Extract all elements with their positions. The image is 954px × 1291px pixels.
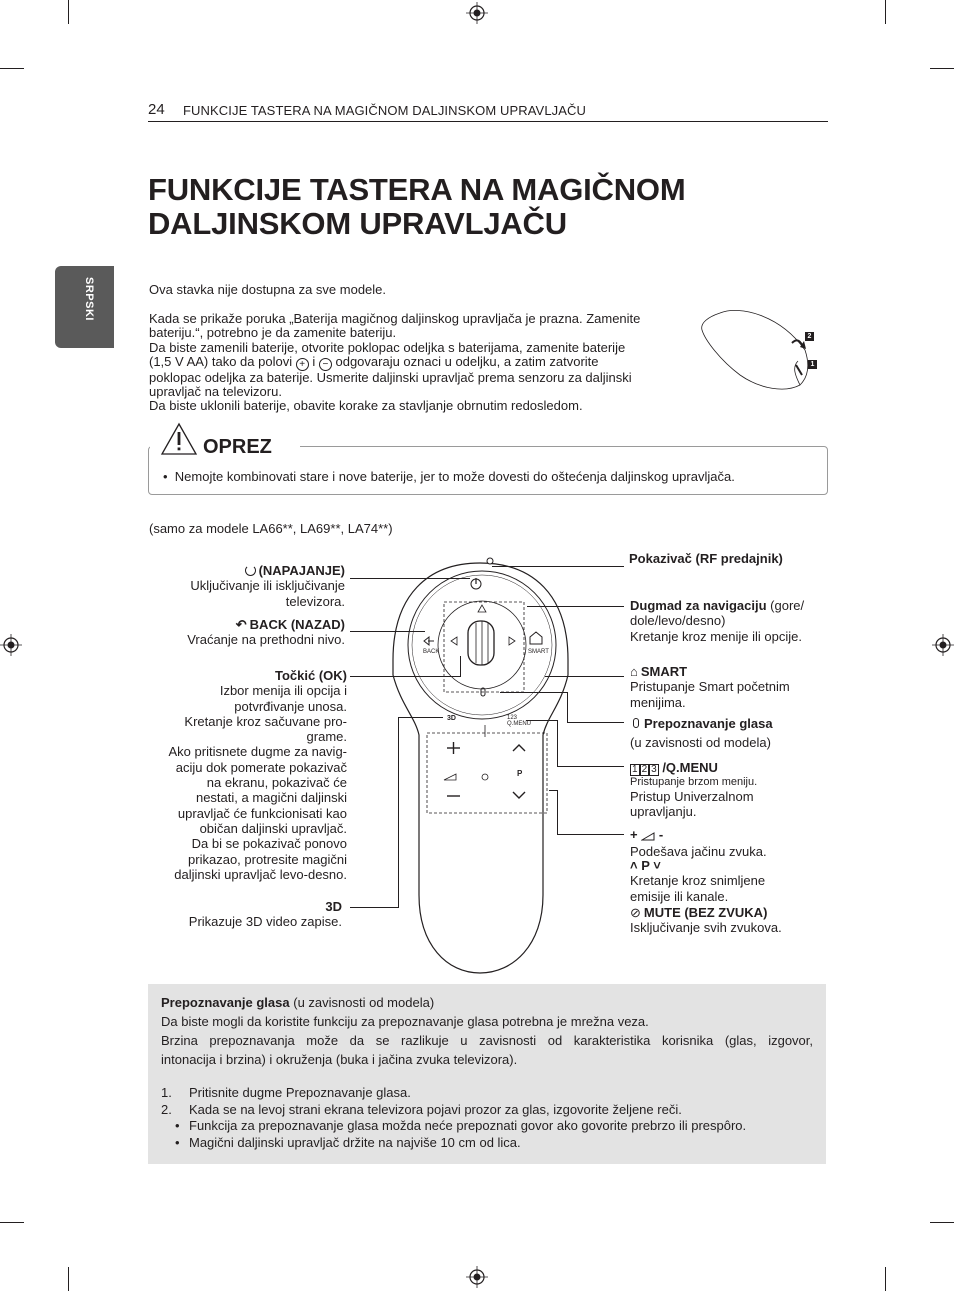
voice-recognition-box	[148, 984, 826, 1164]
leader-line	[350, 907, 398, 908]
leader-line	[398, 717, 399, 908]
remote-p-label: P	[517, 769, 523, 778]
remote-qmenu-label	[507, 715, 531, 727]
label-wheel-line: aciju dok pomerate pokazivač	[175, 759, 347, 775]
label-navigation-title: Dugmad za navigaciju	[630, 598, 767, 613]
crop-mark	[930, 1222, 954, 1223]
battery-line-part: odgovaraju oznaci u odeljku, a zatim zatvorite	[335, 353, 599, 369]
label-navigation	[630, 598, 830, 644]
label-3d-title: 3D	[325, 899, 342, 914]
crop-mark	[885, 0, 886, 24]
minus-pole-icon: −	[319, 358, 332, 371]
label-volume-line: Podešava jačinu zvuka.	[630, 844, 767, 860]
leader-line	[557, 720, 558, 766]
label-qmenu-line: Pristup Univerzalnom	[630, 789, 754, 804]
warning-triangle-icon	[160, 422, 198, 456]
microphone-icon	[633, 718, 639, 728]
label-wheel	[140, 668, 347, 882]
battery-line: Da biste zamenili baterije, otvorite poklopac odeljka s baterijama, zamenite baterije	[149, 339, 626, 355]
label-wheel-line: na ekranu, pokazivač će	[206, 775, 347, 791]
label-wheel-line: običan daljinski upravljač.	[199, 820, 347, 836]
language-tab-label: SRPSKI	[83, 277, 95, 321]
models-note: (samo za modele LA66**, LA69**, LA74**)	[149, 521, 393, 536]
leader-line	[398, 717, 443, 718]
voice-box-bullet: • Magični daljinski upravljač držite na najviše 10 cm od lica.	[175, 1134, 521, 1150]
back-icon: ↶	[235, 617, 247, 632]
label-program	[630, 858, 830, 904]
battery-line: upravljač na televizoru.	[149, 384, 282, 400]
step-number: 2.	[161, 1101, 172, 1117]
label-qmenu-title: /Q.MENU	[662, 760, 718, 775]
home-icon: ⌂	[630, 664, 638, 679]
remote-back-label: BACK	[423, 649, 440, 655]
label-qmenu	[630, 760, 830, 820]
crop-mark	[0, 1222, 24, 1223]
label-mute-title: MUTE (BEZ ZVUKA)	[643, 905, 768, 920]
label-voice	[630, 716, 830, 751]
label-program-line: Kretanje kroz snimljene	[630, 873, 766, 889]
crop-mark	[885, 1267, 886, 1291]
voice-box-title: Prepoznavanje glasa	[161, 995, 290, 1010]
bullet: •	[163, 469, 168, 484]
battery-line: Kada se prikaže poruka „Baterija magičnog daljinskog upravljača je prazna. Zamenite	[149, 311, 641, 326]
step-2-badge: 2	[805, 332, 814, 341]
caution-title: OPREZ	[203, 436, 272, 458]
page-title-line1: FUNKCIJE TASTERA NA MAGIČNOM	[148, 172, 686, 207]
label-navigation-line: Kretanje kroz menije ili opcije.	[630, 628, 802, 644]
leader-line	[526, 720, 557, 721]
page-title-line2: DALJINSKOM UPRAVLJAČU	[148, 206, 567, 241]
label-wheel-line: daljinski upravljač levo-desno.	[174, 866, 347, 882]
crop-mark	[930, 68, 954, 69]
battery-line-part: i	[312, 353, 316, 369]
label-qmenu-small: Pristupanje brzom meniju.	[630, 776, 758, 788]
voice-box-step	[161, 1085, 813, 1102]
registration-mark-icon	[932, 634, 954, 656]
leader-line	[549, 790, 557, 791]
caution-gap	[300, 446, 302, 447]
page-number: 24	[148, 101, 165, 118]
leader-line	[492, 566, 624, 567]
label-power-line: Uključivanje ili isključivanje	[190, 578, 345, 594]
label-qmenu-line: upravljanju.	[630, 804, 697, 820]
battery-line: bateriju.“, potrebno je da zamenite bateriju.	[149, 325, 397, 341]
label-smart-line: menijima.	[630, 694, 686, 710]
label-wheel-line: grame.	[306, 729, 347, 745]
page-title	[148, 173, 685, 241]
step-text: Kada se na levoj strani ekrana televizora pojavi prozor za glas, izgovorite željene reči.	[189, 1101, 682, 1117]
voice-box-step	[161, 1102, 813, 1119]
voice-box-content	[161, 993, 813, 1151]
label-wheel-line: potvrđivanje unosa.	[234, 698, 347, 714]
crop-mark	[68, 1267, 69, 1291]
label-back-title: BACK (NAZAD)	[249, 617, 345, 632]
remote-qmenu-text: Q.MENU	[507, 721, 531, 727]
label-3d	[150, 899, 342, 930]
remote-3d-label: 3D	[447, 715, 456, 722]
registration-mark-icon	[466, 1266, 488, 1288]
label-smart-line: Pristupanje Smart početnim	[630, 679, 790, 695]
label-smart-title: SMART	[640, 664, 688, 679]
label-back-line: Vraćanje na prethodni nivo.	[187, 632, 345, 648]
label-mute-line: Isključivanje svih zvukova.	[630, 920, 782, 936]
step-number: 1.	[161, 1085, 172, 1100]
crop-mark	[0, 68, 24, 69]
label-wheel-line: nestati, a magični daljinski	[195, 790, 347, 806]
plus-pole-icon: +	[296, 358, 309, 371]
label-navigation-suffix: (gore/	[770, 598, 805, 613]
leader-line	[567, 722, 624, 723]
mute-icon: ⊘	[630, 905, 641, 920]
caution-item-text: Nemojte kombinovati stare i nove baterije, jer to može dovesti do oštećenja daljinskog upravljača.	[174, 469, 735, 484]
voice-box-line: Brzina prepoznavanja može da se razlikuje u zavisnosti od karakteristika korisnika (glas, izgovor,	[161, 1033, 813, 1048]
registration-mark-icon	[0, 634, 22, 656]
label-wheel-line: prikazao, protresite magični	[188, 851, 347, 867]
label-smart	[630, 664, 830, 710]
label-power	[150, 563, 345, 609]
language-tab	[55, 266, 114, 348]
label-power-title-text: (NAPAJANJE)	[258, 563, 345, 578]
leader-line	[557, 790, 558, 834]
battery-cover-illustration	[700, 305, 820, 395]
label-mute	[630, 905, 830, 936]
chevron-up-icon: ˄	[630, 858, 638, 873]
label-voice-line: (u zavisnosti od modela)	[630, 735, 771, 751]
leader-line	[527, 606, 624, 607]
battery-line	[149, 355, 694, 371]
label-volume	[630, 827, 830, 860]
qmenu-digit-icon: 1	[632, 764, 638, 775]
voice-box-bullet: • Funkcija za prepoznavanje glasa možda neće prepoznati govor ako govorite prebrzo ili prespôro.	[175, 1118, 747, 1133]
registration-mark-icon	[466, 2, 488, 24]
battery-line: Da biste uklonili baterije, obavite korake za stavljanje obrnutim redosledom.	[149, 398, 583, 414]
leader-line	[545, 676, 624, 677]
chevron-down-icon: ˅	[653, 858, 661, 873]
volume-plus: +	[630, 827, 638, 842]
label-wheel-line: upravljač će funkcionisati kao	[177, 805, 347, 821]
leader-line	[350, 676, 460, 677]
remote-smart-label: SMART	[528, 649, 549, 655]
leader-line	[350, 578, 470, 579]
leader-line	[500, 692, 567, 693]
step-text: Pritisnite dugme Prepoznavanje glasa.	[189, 1085, 411, 1100]
battery-line-part: (1,5 V AA) tako da polovi	[149, 353, 293, 369]
label-program-title: P	[641, 858, 650, 873]
leader-line	[567, 692, 568, 722]
crop-mark	[68, 0, 69, 24]
availability-note: Ova stavka nije dostupna za sve modele.	[149, 282, 387, 297]
label-wheel-line: Ako pritisnete dugme za navig-	[168, 744, 347, 760]
label-power-line: televizora.	[285, 593, 345, 609]
bullet-text: Magični daljinski upravljač držite na najviše 10 cm od lica.	[189, 1134, 521, 1150]
label-program-line: emisije ili kanale.	[630, 888, 729, 904]
voice-box-line: Da biste mogli da koristite funkciju za prepoznavanje glasa potrebna je mrežna veza.	[161, 1014, 649, 1029]
header-rule	[148, 121, 828, 122]
qmenu-digit-icon: 3	[651, 764, 657, 775]
battery-text	[149, 312, 694, 414]
volume-icon	[641, 832, 655, 840]
label-navigation-line: dole/levo/desno)	[630, 613, 726, 629]
leader-line	[557, 766, 624, 767]
bullet-text: Funkcija za prepoznavanje glasa možda neće prepoznati govor ako govorite prebrzo ili prespôro.	[189, 1118, 747, 1133]
label-wheel-title: Točkić (OK)	[275, 668, 347, 683]
volume-minus: -	[658, 827, 664, 842]
label-wheel-line: Izbor menija ili opcija i	[219, 683, 347, 699]
caution-item	[163, 469, 735, 484]
running-header: FUNKCIJE TASTERA NA MAGIČNOM DALJINSKOM UPRAVLJAČU	[183, 103, 587, 118]
label-3d-line: Prikazuje 3D video zapise.	[188, 914, 342, 930]
label-wheel-line: Da bi se pokazivač ponovo	[191, 836, 347, 852]
magic-remote-illustration	[390, 555, 570, 975]
step-1-badge: 1	[808, 360, 817, 369]
leader-line	[460, 656, 461, 677]
remote-qmenu-digits: 123	[507, 715, 518, 721]
voice-box-line: intonacija i brzina) i okruženja (buka i jačina zvuka televizora).	[161, 1052, 518, 1067]
leader-line	[350, 631, 425, 632]
voice-box-title-suffix: (u zavisnosti od modela)	[293, 995, 435, 1010]
label-back	[150, 617, 345, 648]
label-power-title	[150, 563, 345, 578]
qmenu-digit-icon: 2	[641, 764, 648, 775]
leader-line	[557, 834, 624, 835]
label-wheel-line: Kretanje kroz sačuvane pro-	[184, 713, 347, 729]
label-voice-title: Prepoznavanje glasa	[644, 716, 773, 731]
battery-line: poklopac odeljka za baterije. Usmerite daljinski upravljač prema senzoru za daljinski	[149, 369, 632, 385]
label-pointer: Pokazivač (RF predajnik)	[629, 551, 783, 566]
power-icon	[245, 565, 256, 576]
